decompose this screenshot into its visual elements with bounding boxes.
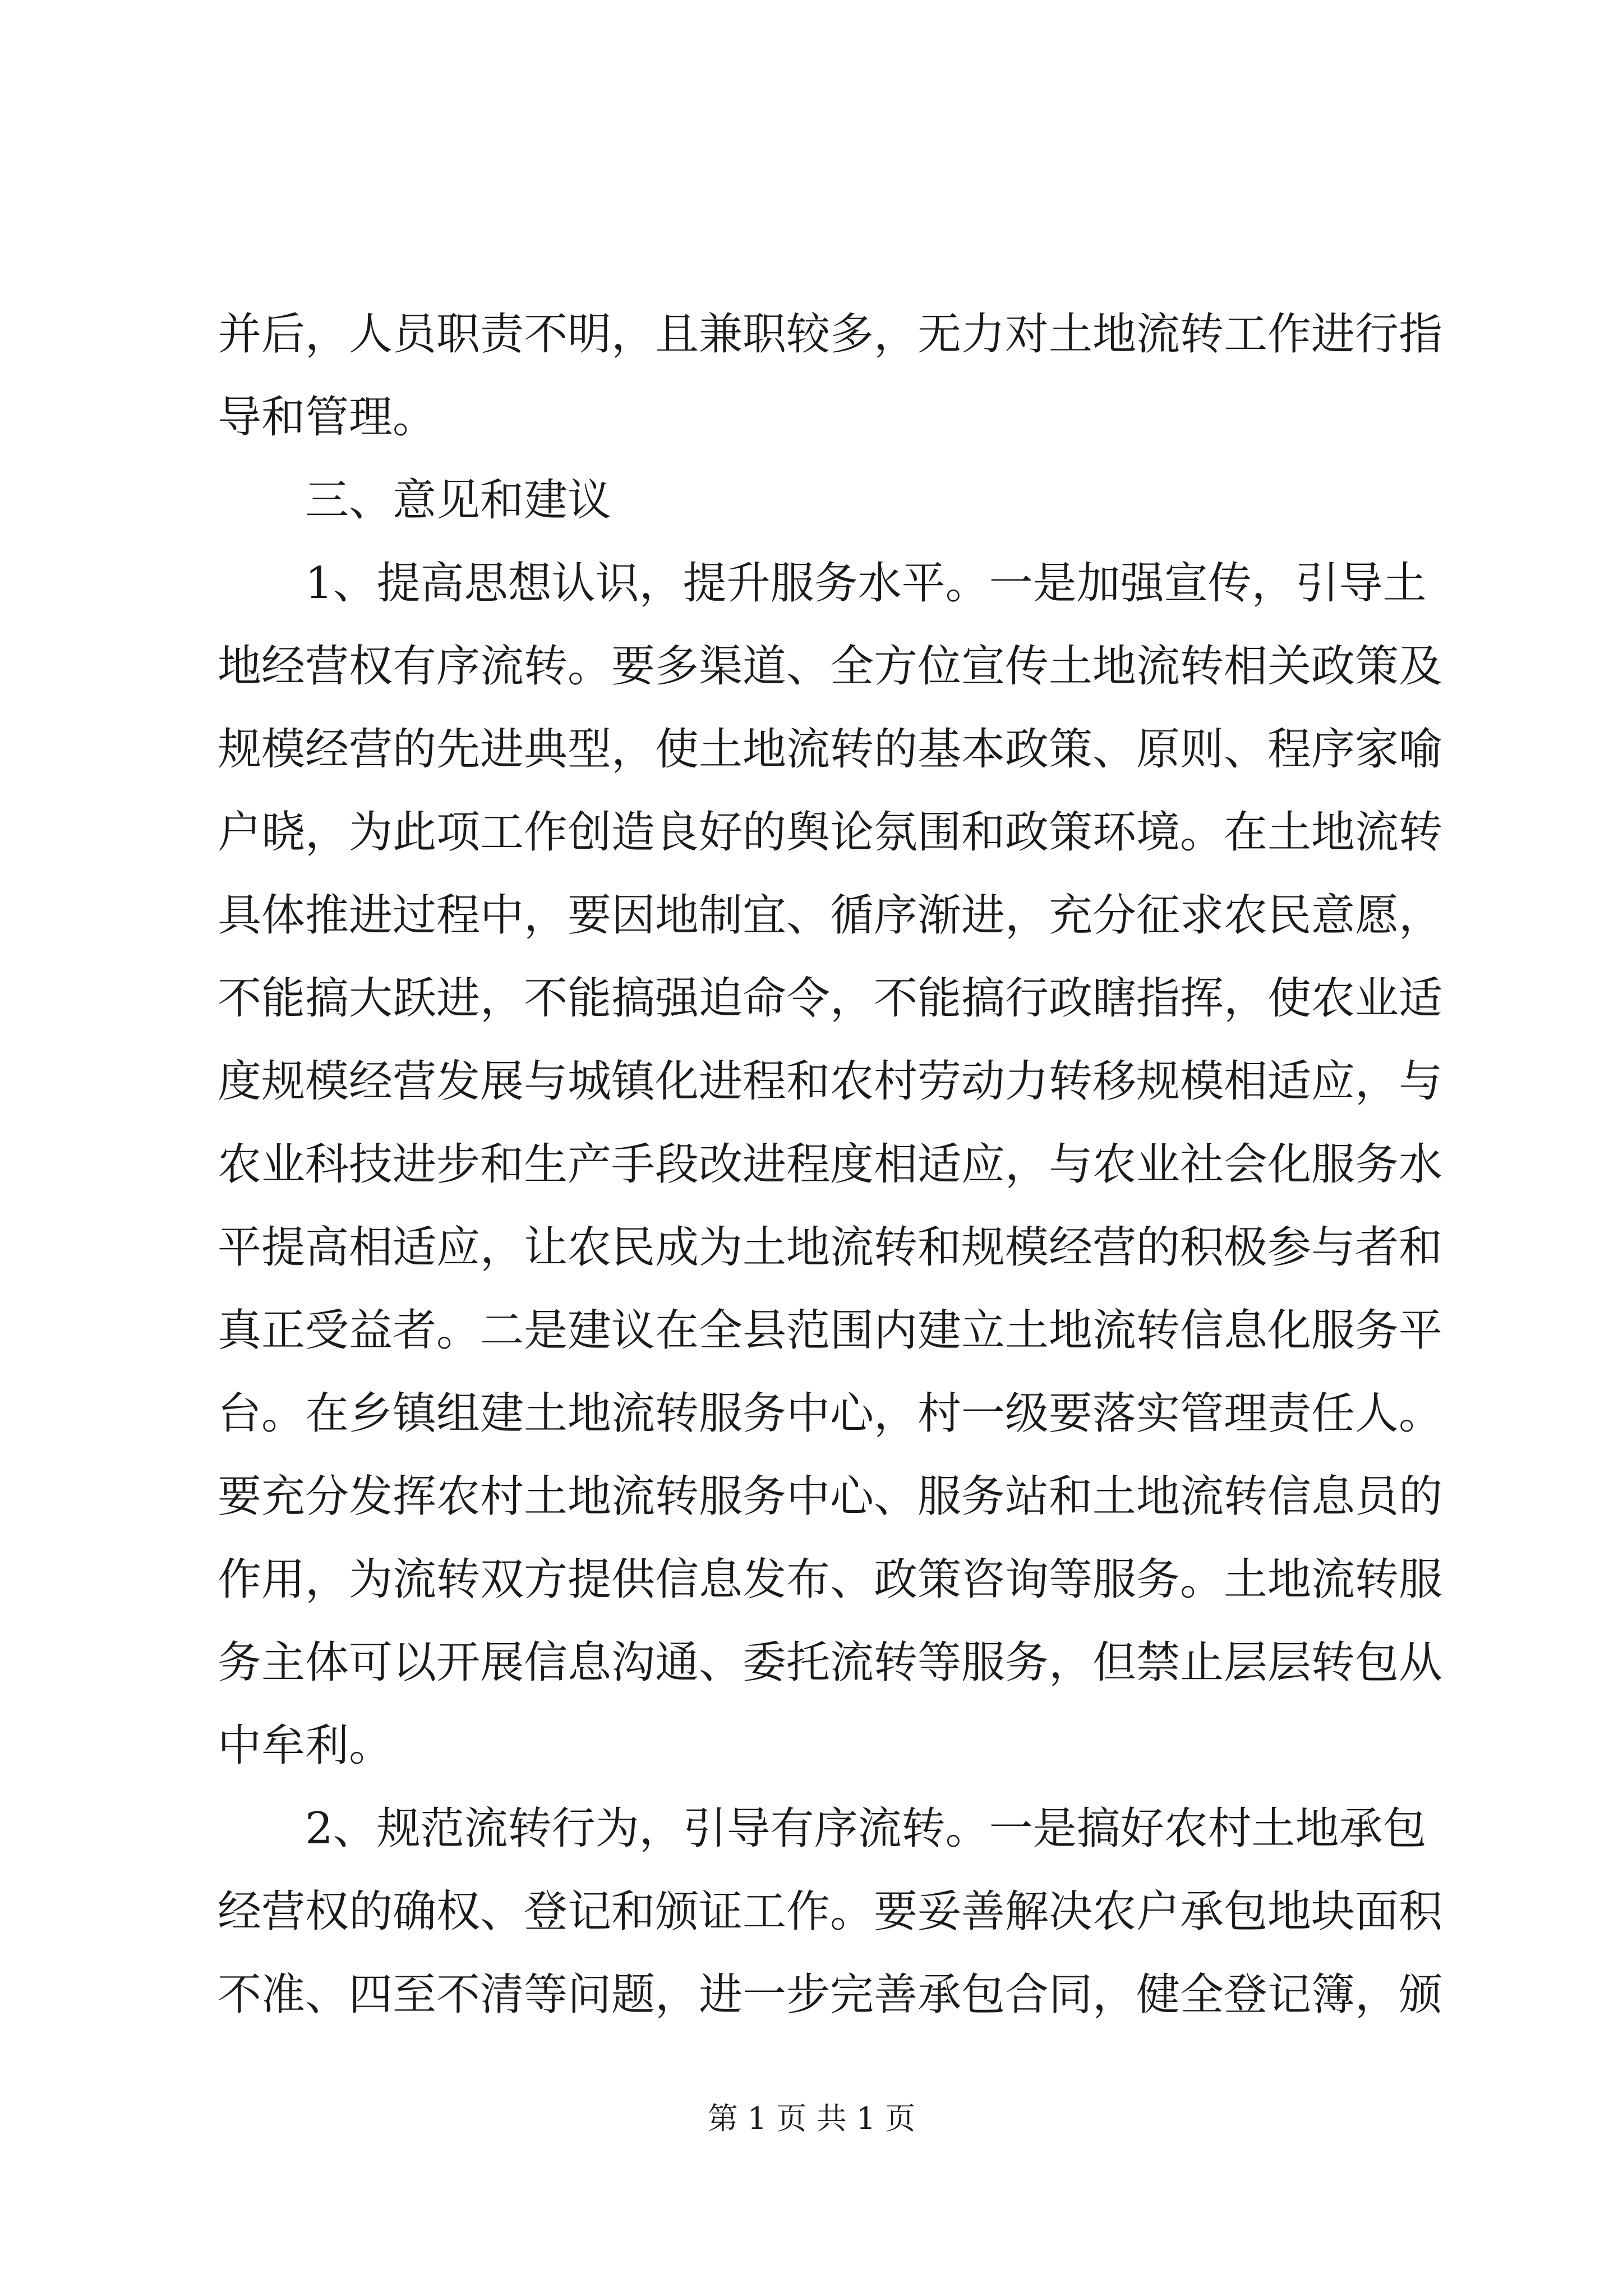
text-line: 农业科技进步和生产手段改进程度相适应，与农业社会化服务水 (218, 1139, 1443, 1190)
text-line: 不能搞大跃进，不能搞强迫命令，不能搞行政瞎指挥，使农业适 (218, 973, 1443, 1024)
text-line: 1、提高思想认识，提升服务水平。一是加强宣传，引导土 (305, 558, 1427, 609)
text-line: 规模经营的先进典型，使土地流转的基本政策、原则、程序家喻 (218, 724, 1443, 775)
text-line: 度规模经营发展与城镇化进程和农村劳动力转移规模相适应，与 (218, 1056, 1443, 1107)
text-line: 导和管理。 (218, 392, 437, 443)
page-footer: 第 1 页 共 1 页 (707, 2101, 916, 2136)
document-body (218, 293, 1443, 2036)
section-heading: 三、意见和建议 (305, 475, 612, 526)
text-line: 平提高相适应，让农民成为土地流转和规模经营的积极参与者和 (218, 1222, 1443, 1273)
text-line: 经营权的确权、登记和颁证工作。要妥善解决农户承包地块面积 (218, 1887, 1443, 1937)
text-line: 要充分发挥农村土地流转服务中心、服务站和土地流转信息员的 (218, 1471, 1443, 1522)
text-line: 真正受益者。二是建议在全县范围内建立土地流转信息化服务平 (218, 1305, 1443, 1356)
text-line: 具体推进过程中，要因地制宜、循序渐进，充分征求农民意愿， (218, 890, 1443, 941)
text-line: 不准、四至不清等问题，进一步完善承包合同，健全登记簿，颁 (218, 1970, 1443, 2020)
text-line: 2、规范流转行为，引导有序流转。一是搞好农村土地承包 (305, 1803, 1427, 1854)
text-line: 户晓，为此项工作创造良好的舆论氛围和政策环境。在土地流转 (218, 807, 1443, 858)
text-line: 台。在乡镇组建土地流转服务中心，村一级要落实管理责任人。 (218, 1388, 1443, 1439)
text-line: 作用，为流转双方提供信息发布、政策咨询等服务。土地流转服 (218, 1554, 1443, 1605)
text-line: 中牟利。 (218, 1720, 393, 1771)
text-line: 务主体可以开展信息沟通、委托流转等服务，但禁止层层转包从 (218, 1637, 1443, 1688)
text-line: 地经营权有序流转。要多渠道、全方位宣传土地流转相关政策及 (218, 641, 1443, 692)
text-line: 并后，人员职责不明，且兼职较多，无力对土地流转工作进行指 (218, 309, 1443, 360)
